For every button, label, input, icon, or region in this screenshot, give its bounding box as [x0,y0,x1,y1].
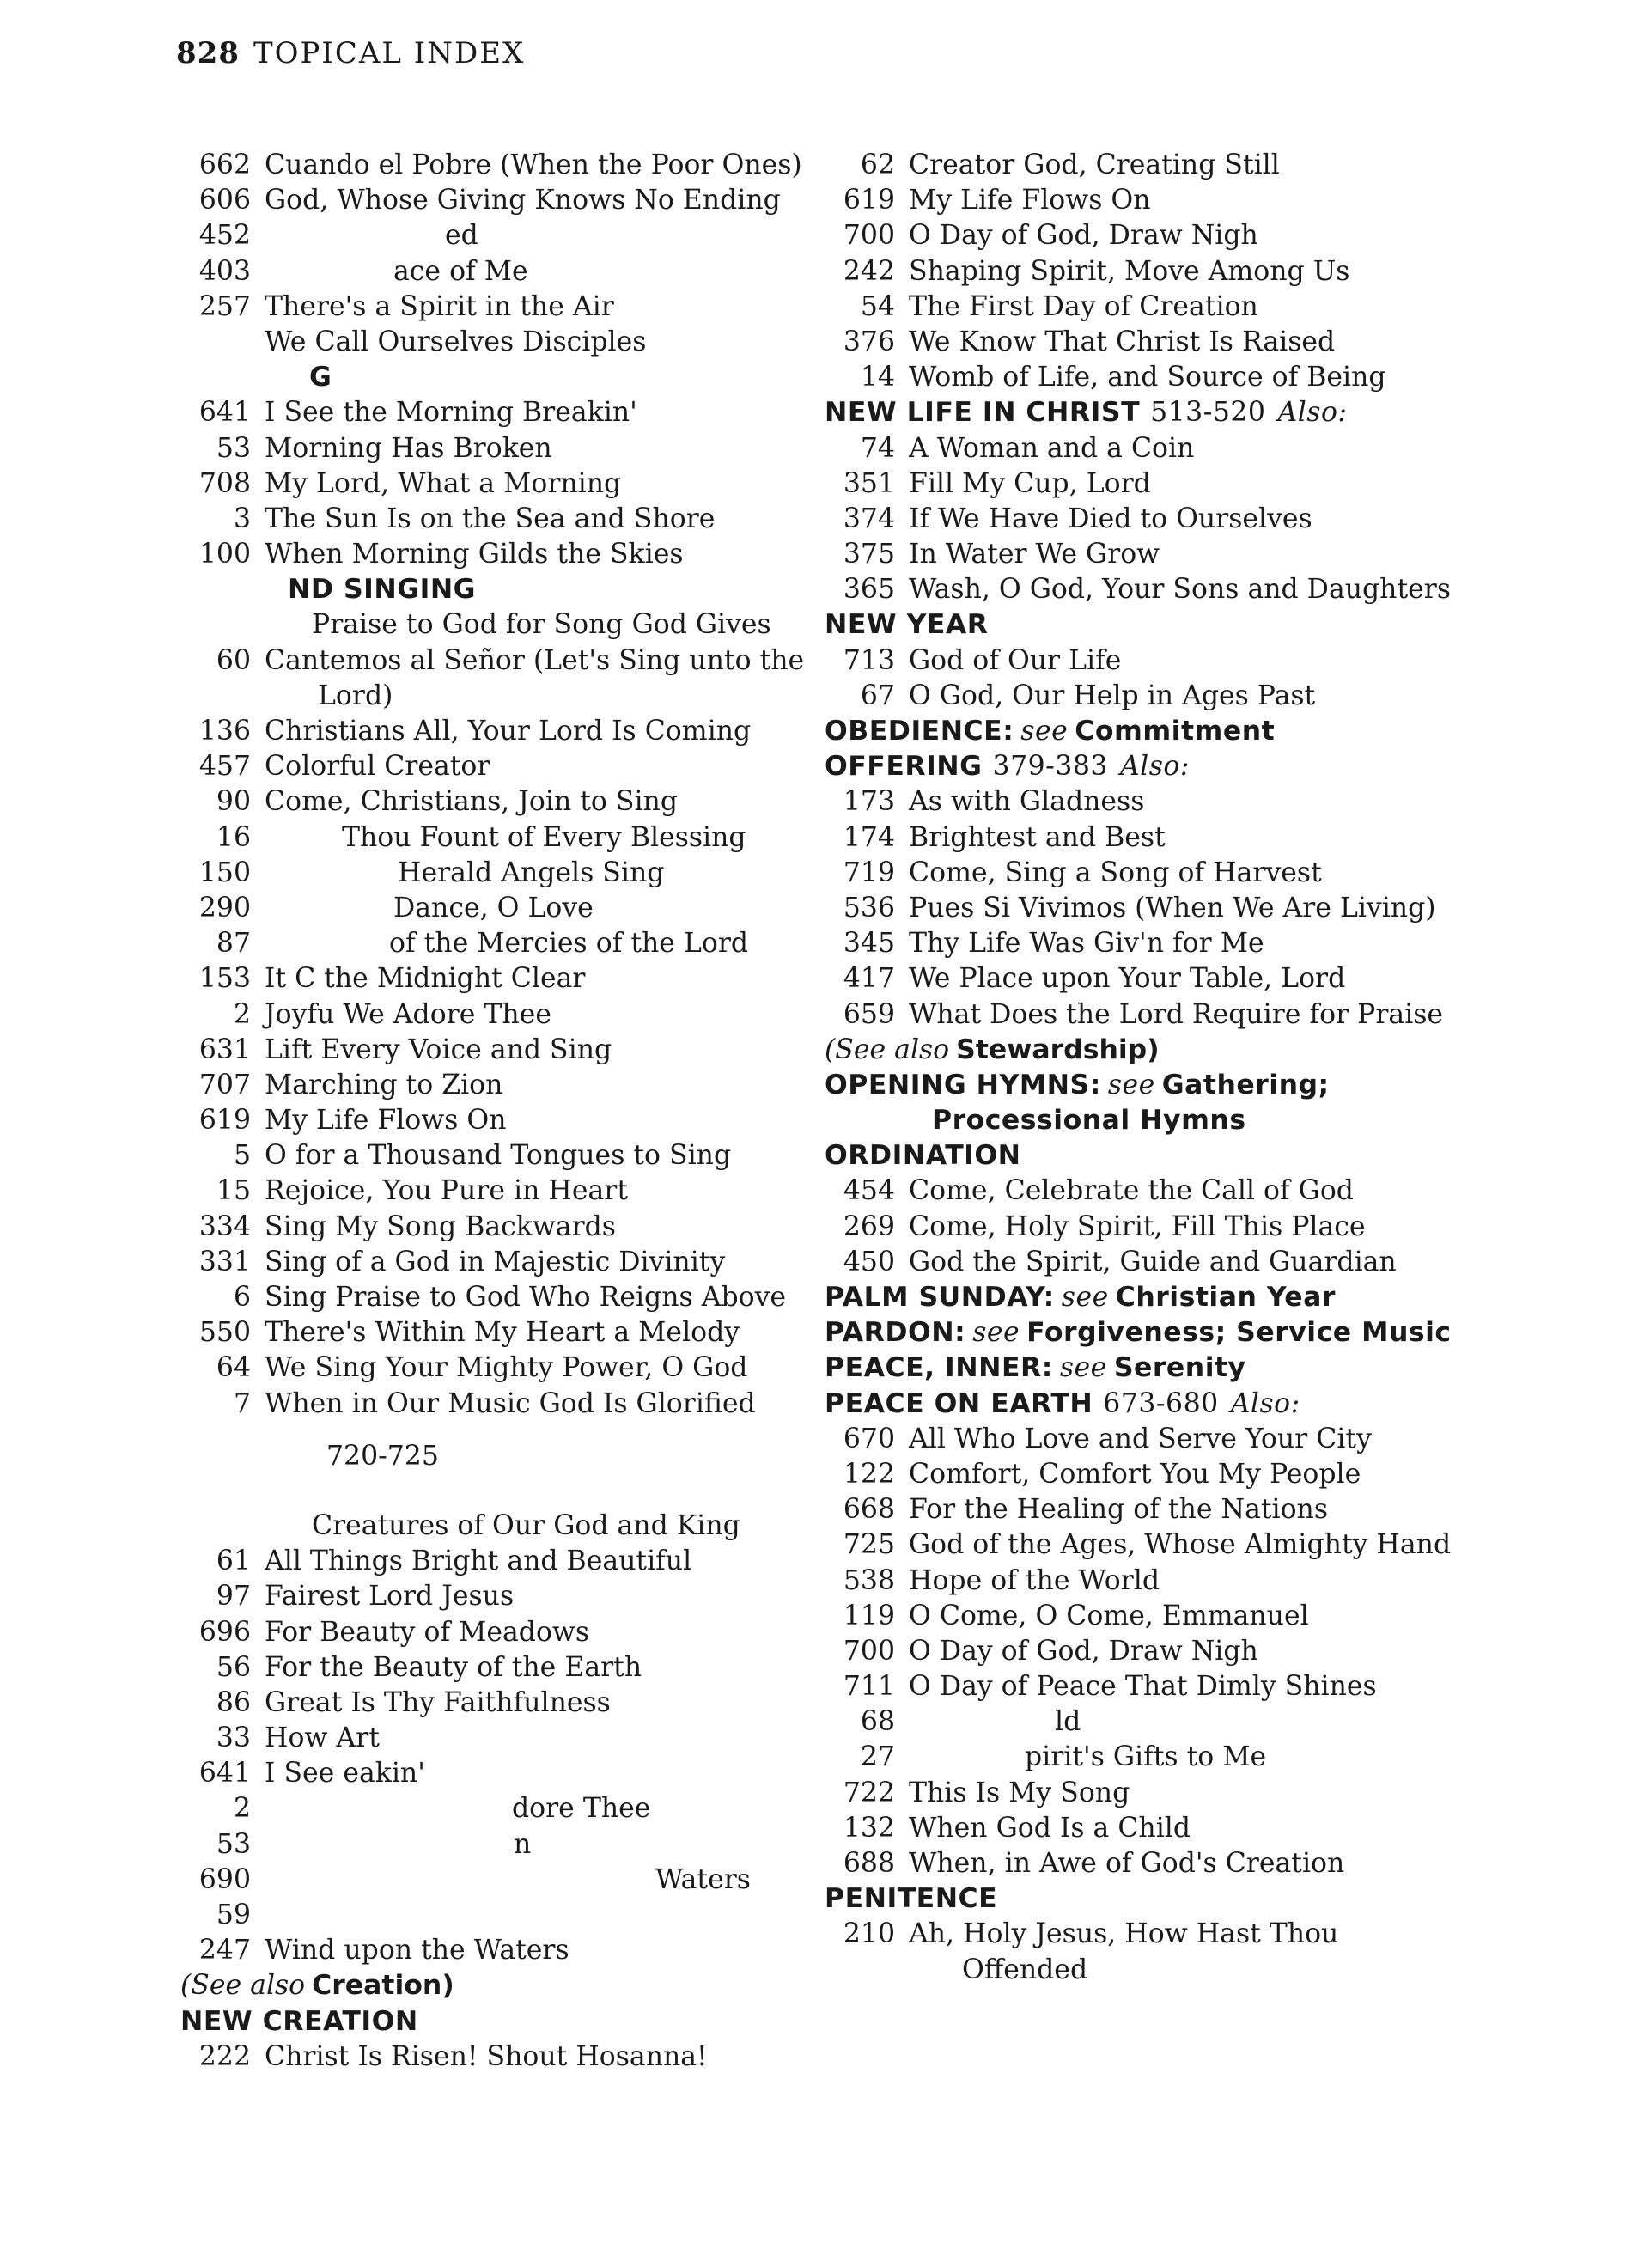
index-entry: 606 God, Whose Giving Knows No Ending [198,185,781,216]
index-entry: 331 Sing of a God in Majestic Divinity [198,1246,726,1277]
index-entry: 222 Christ Is Risen! Shout Hosanna! [198,2040,708,2072]
index-entry: 132 When God Is a Child [843,1812,1191,1844]
index-entry: 136 Christians All, Your Lord Is Coming [198,716,752,747]
index-entry: 56 For the Beauty of the Earth [216,1651,642,1683]
index-entry: 242 Shaping Spirit, Move Among Us [843,255,1350,287]
topic-heading: PARDON: see Forgiveness; Service Music [825,1317,1452,1349]
index-entry: 87 of the Mercies of the Lord [216,928,749,960]
index-entry: 713 God of Our Life [843,644,1122,676]
index-entry: 5 O for a Thousand Tongues to Sing [233,1140,732,1172]
index-entry: 60 Cantemos al Señor (Let's Sing unto the [216,644,805,676]
index-entry: 257 There's a Spirit in the Air [198,290,614,322]
index-entry: 711 O Day of Peace That Dimly Shines [843,1671,1377,1703]
index-entry: 61 All Things Bright and Beautiful [216,1546,692,1577]
index-entry-continuation: Lord) [318,680,393,711]
index-entry: 119 O Come, O Come, Emmanuel [843,1600,1309,1631]
index-entry: 74 A Woman and a Coin [860,432,1195,464]
index-entry: 707 Marching to Zion [198,1069,503,1100]
topic-heading: OPENING HYMNS: see Gathering; [825,1069,1330,1100]
index-entry: Praise to God for Song God Gives [312,609,771,641]
index-entry: 659 What Does the Lord Require for Praise [843,998,1444,1030]
topic-heading-range: 720-725 [326,1440,439,1472]
index-entry: 6 Sing Praise to God Who Reigns Above [233,1282,787,1313]
index-entry: 351 Fill My Cup, Lord [843,467,1151,499]
index-entry: 725 God of the Ages, Whose Almighty Hand [843,1529,1452,1561]
index-entry: 3 The Sun Is on the Sea and Shore [233,503,716,534]
index-entry: 174 Brightest and Best [843,821,1166,853]
index-entry: 619 My Life Flows On [198,1105,507,1137]
index-entry: 86 Great Is Thy Faithfulness [216,1686,611,1718]
index-entry: 641 I See the Morning Breakin' [198,397,637,429]
index-entry: 536 Pues Si Vivimos (When We Are Living) [843,892,1436,924]
topic-heading: NEW YEAR [825,609,989,641]
index-entry: 16 Thou Fount of Every Blessing [216,821,746,853]
index-entry: 454 Come, Celebrate the Call of God [843,1175,1354,1207]
topic-heading: PALM SUNDAY: see Christian Year [825,1282,1336,1313]
topic-heading: G [309,362,332,393]
index-entry: 153 It C the Midnight Clear [198,963,586,995]
index-entry: 374 If We Have Died to Ourselves [843,503,1312,534]
index-entry: 345 Thy Life Was Giv'n for Me [843,928,1264,960]
index-entry: 708 My Lord, What a Morning [198,467,622,499]
index-entry: 376 We Know That Christ Is Raised [843,326,1336,357]
index-entry: 269 Come, Holy Spirit, Fill This Place [843,1210,1366,1242]
index-entry: 2 Joyfu We Adore Thee [233,998,551,1030]
index-entry: Creatures of Our God and King [312,1509,740,1541]
index-entry: 722 This Is My Song [843,1777,1130,1808]
index-entry: 15 Rejoice, You Pure in Heart [216,1175,628,1207]
index-entry: 631 Lift Every Voice and Sing [198,1033,612,1065]
index-entry: 247 Wind upon the Waters [198,1935,569,1966]
index-entry: 173 As with Gladness [843,786,1145,818]
index-entry: 64 We Sing Your Mighty Power, O God [216,1352,748,1384]
index-column-right [825,148,1452,1988]
index-column-left [180,148,805,2075]
index-entry: 403 ace of Me [198,255,528,287]
page-header [176,36,525,70]
index-entry: 550 There's Within My Heart a Melody [198,1317,740,1349]
index-entry: 690 Waters [198,1863,751,1895]
topic-heading: PEACE ON EARTH 673-680 Also: [825,1387,1300,1419]
index-entry: 97 Fairest Lord Jesus [216,1581,515,1613]
index-entry: 150 Herald Angels Sing [198,857,665,888]
topic-heading-continuation: Processional Hymns [932,1105,1246,1137]
index-entry: 7 When in Our Music God Is Glorified [233,1387,756,1419]
index-entry: 334 Sing My Song Backwards [198,1210,616,1242]
index-entry: 122 Comfort, Comfort You My People [843,1458,1361,1490]
index-entry: 62 Creator God, Creating Still [860,149,1280,180]
index-entry: 688 When, in Awe of God's Creation [843,1848,1345,1879]
index-entry: 619 My Life Flows On [843,185,1151,216]
index-entry: 457 Colorful Creator [198,751,490,783]
index-entry: 54 The First Day of Creation [860,290,1258,322]
index-entry: 417 We Place upon Your Table, Lord [843,963,1346,995]
index-entry: 452 ed [198,220,478,252]
index-entry: 696 For Beauty of Meadows [198,1616,590,1648]
index-entry: 53 n [216,1828,532,1860]
index-entry: 90 Come, Christians, Join to Sing [216,786,678,818]
index-entry: 538 Hope of the World [843,1564,1160,1596]
index-entry: 27 pirit's Gifts to Me [860,1741,1267,1773]
index-entry: 719 Come, Sing a Song of Harvest [843,857,1322,888]
index-entry: 210 Ah, Holy Jesus, How Hast Thou [843,1918,1339,1950]
topic-heading: OBEDIENCE: see Commitment [825,716,1276,747]
index-entry: 375 In Water We Grow [843,539,1160,570]
index-entry: 33 How Art [216,1722,380,1754]
topic-heading: OFFERING 379-383 Also: [825,751,1191,783]
index-entry: We Call Ourselves Disciples [265,326,647,357]
index-entry: 662 Cuando el Pobre (When the Poor Ones) [198,149,802,180]
index-entry: 2 dore Thee [233,1793,651,1825]
topic-heading: PENITENCE [825,1883,998,1915]
page-title: TOPICAL INDEX [253,36,526,70]
index-entry: 14 Womb of Life, and Source of Being [860,362,1386,393]
topic-heading: NEW CREATION [180,2005,418,2037]
topic-heading: ND SINGING [288,574,477,606]
index-entry: 670 All Who Love and Serve Your City [843,1423,1372,1454]
index-entry: 59 [216,1899,251,1930]
index-entry: 100 When Morning Gilds the Skies [198,539,684,570]
topic-heading: PEACE, INNER: see Serenity [825,1352,1246,1384]
index-entry: 53 Morning Has Broken [216,432,552,464]
page-number: 828 [176,36,240,70]
index-entry: 641 I See eakin' [198,1758,425,1789]
see-also-note: (See also Stewardship) [825,1033,1160,1065]
index-entry: 700 O Day of God, Draw Nigh [843,220,1258,252]
see-also-note: (See also Creation) [180,1970,454,2002]
index-entry-continuation: Offended [962,1954,1088,1985]
index-entry: 668 For the Healing of the Nations [843,1494,1329,1526]
index-entry: 290 Dance, O Love [198,892,594,924]
topic-heading: NEW LIFE IN CHRIST 513-520 Also: [825,397,1348,429]
index-entry: 700 O Day of God, Draw Nigh [843,1635,1258,1667]
index-entry: 68 ld [860,1706,1081,1738]
index-entry: 450 God the Spirit, Guide and Guardian [843,1246,1397,1277]
topic-heading: ORDINATION [825,1140,1021,1172]
index-entry: 365 Wash, O God, Your Sons and Daughters [843,574,1451,606]
index-entry: 67 O God, Our Help in Ages Past [860,680,1316,711]
